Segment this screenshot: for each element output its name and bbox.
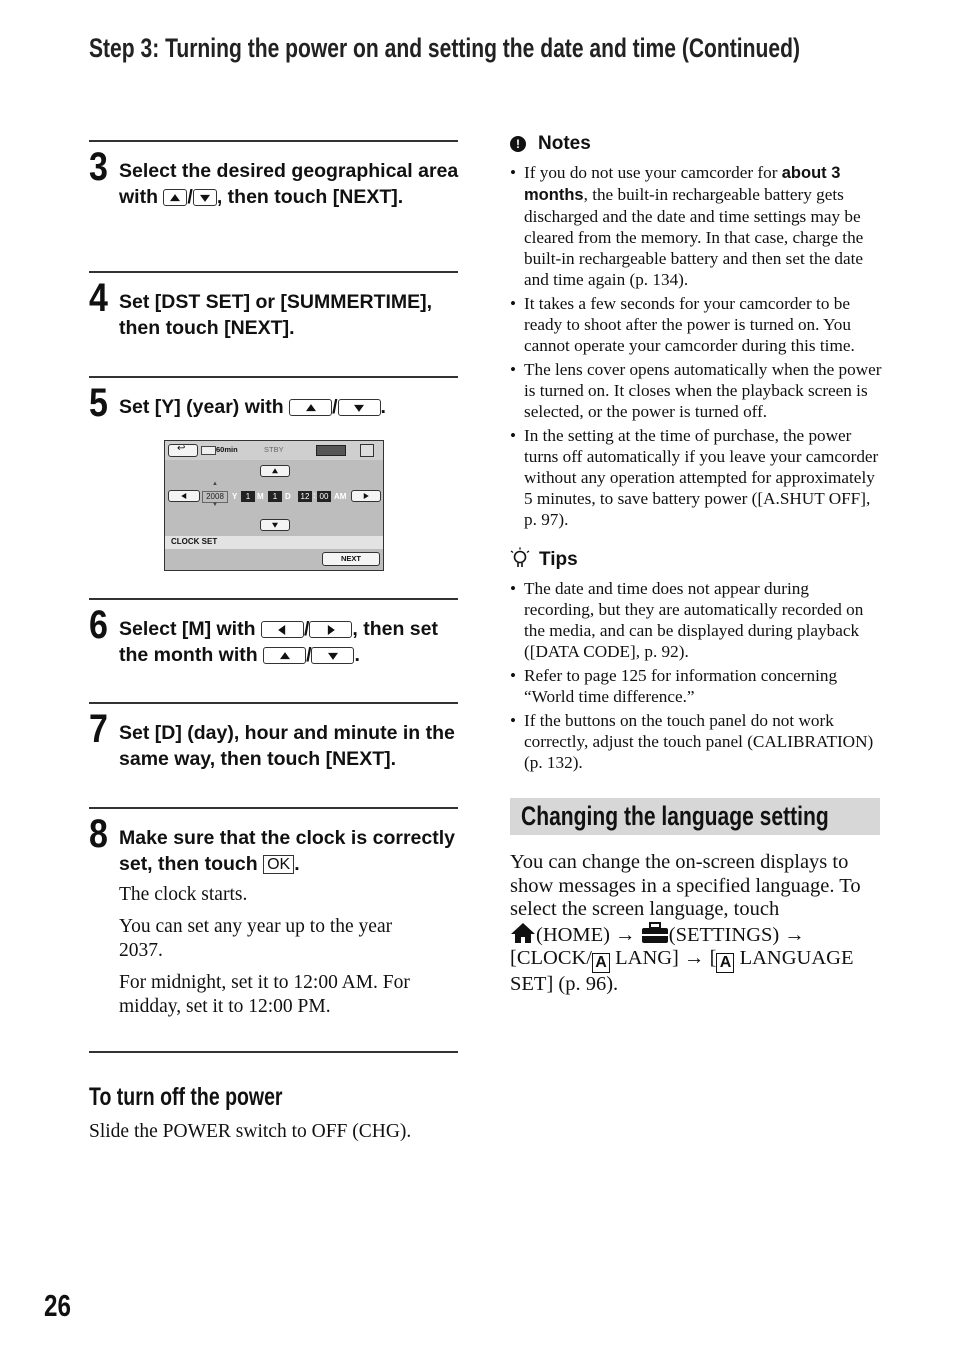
- tip-item: • The date and time does not appear during recording, but they are automatically recorded on the media, and can be displayed during playback ([DATA CODE], p. 92).: [510, 578, 882, 662]
- step-instruction: Set [Y] (year) with / .: [119, 396, 386, 418]
- right-button-icon: [309, 621, 352, 638]
- label-bar: [165, 536, 383, 549]
- left-button[interactable]: [168, 490, 200, 502]
- language-paragraph: You can change the on-screen displays to show messages in a specified language. To select the screen language, touch (HOME) → (SETTINGS) → [CLOCK/ A LANG] → [ A LANGUAGE SET] (p. 96).: [510, 851, 861, 995]
- status-text: STBY: [264, 445, 284, 454]
- screen-label: CLOCK SET: [171, 537, 218, 546]
- divider: [89, 1051, 458, 1053]
- recording-mode-icon: [316, 445, 346, 456]
- language-a-icon: A: [592, 953, 610, 973]
- year-up-indicator: ▲: [212, 481, 218, 487]
- divider: [89, 271, 458, 273]
- language-heading: Changing the language setting: [521, 801, 829, 831]
- notes-heading: Notes: [538, 133, 591, 154]
- up-button-icon: [289, 399, 332, 416]
- value-up-button[interactable]: [260, 465, 290, 477]
- battery-icon: [201, 446, 216, 455]
- page-title: Step 3: Turning the power on and setting the date and time (Continued): [89, 33, 800, 63]
- lightbulb-icon: [510, 547, 530, 569]
- tips-list: [510, 578, 882, 776]
- year-field[interactable]: 2008: [202, 491, 228, 503]
- step-number: 4: [89, 276, 108, 320]
- note-item: • In the setting at the time of purchase, the power turns off automatically if you leave your camcorder without any operation attempted for approximately 5 minutes, to save battery power ([A.SHUT OFF], p. 97).: [510, 425, 882, 530]
- page-number: 26: [44, 1288, 71, 1323]
- month-field[interactable]: 1: [241, 491, 255, 502]
- divider: [89, 376, 458, 378]
- step-8-para-2: You can set any year up to the year 2037.: [119, 916, 393, 961]
- year-label: Y: [232, 492, 238, 501]
- step-number: 8: [89, 812, 108, 856]
- up-button-icon: [263, 647, 306, 664]
- divider: [89, 807, 458, 809]
- language-section-band: [510, 798, 880, 835]
- battery-remaining: 60min: [216, 445, 238, 454]
- divider: [89, 140, 458, 142]
- divider: [89, 702, 458, 704]
- day-field[interactable]: 1: [268, 491, 282, 502]
- year-down-indicator: ▼: [212, 502, 218, 508]
- step-number: 6: [89, 603, 108, 647]
- step-8-para-3: For midnight, set it to 12:00 AM. For midday, set it to 12:00 PM.: [119, 972, 410, 1017]
- note-item: • The lens cover opens automatically when the power is turned on. It closes when the playback screen is selected, or the power is turned off.: [510, 359, 882, 422]
- minute-field[interactable]: 00: [317, 491, 331, 502]
- settings-toolbox-icon: [641, 922, 669, 944]
- back-button[interactable]: [168, 444, 198, 457]
- ampm-label: AM: [334, 492, 347, 501]
- day-label: D: [285, 492, 291, 501]
- left-button-icon: [261, 621, 304, 638]
- tip-item: • If the buttons on the touch panel do not work correctly, adjust the touch panel (CALIBRATION) (p. 132).: [510, 710, 882, 773]
- step-8-para-1: The clock starts.: [119, 884, 248, 905]
- language-a-icon: A: [716, 953, 734, 973]
- notes-list: [510, 162, 882, 533]
- turn-off-text: Slide the POWER switch to OFF (CHG).: [89, 1121, 412, 1142]
- down-button-icon: [193, 189, 217, 206]
- clock-set-screen: ↩ 60min STBY ▲ 2008 ▼ Y 1 M 1 D 12 : 00 AM CLOCK SET NEXT: [164, 440, 384, 571]
- tips-heading: Tips: [539, 549, 578, 570]
- tip-item: • Refer to page 125 for information concerning “World time difference.”: [510, 665, 882, 707]
- step-instruction: Make sure that the clock is correctly set, then touch OK .: [119, 827, 455, 875]
- month-label: M: [257, 492, 264, 501]
- ok-button-icon: OK: [263, 855, 294, 874]
- step-instruction: Set [DST SET] or [SUMMERTIME], then touch [NEXT].: [119, 291, 433, 339]
- home-icon: [510, 922, 536, 944]
- note-item: • If you do not use your camcorder for about 3 months, the built-in rechargeable battery gets discharged and the date and time settings may be cleared from the memory. In that case, charge the built-in rechargeable battery and then set the date and time again (p. 134).: [510, 162, 882, 290]
- step-number: 5: [89, 381, 108, 425]
- next-button[interactable]: NEXT: [322, 552, 380, 566]
- tips-header: [510, 547, 578, 571]
- right-button[interactable]: [351, 490, 381, 502]
- step-instruction: Set [D] (day), hour and minute in the same way, then touch [NEXT].: [119, 722, 455, 770]
- hour-field[interactable]: 12: [298, 491, 312, 502]
- value-down-button[interactable]: [260, 519, 290, 531]
- notes-icon: !: [510, 136, 526, 152]
- note-item: • It takes a few seconds for your camcorder to be ready to shoot after the power is turned on. You cannot operate your camcorder during this time.: [510, 293, 882, 356]
- step-instruction: Select [M] with / , then set the month with / .: [119, 618, 438, 666]
- step-number: 7: [89, 707, 108, 751]
- up-button-icon: [163, 189, 187, 206]
- step-number: 3: [89, 145, 108, 189]
- divider: [89, 598, 458, 600]
- notes-header: [510, 133, 591, 155]
- down-button-icon: [338, 399, 381, 416]
- turn-off-heading: To turn off the power: [89, 1083, 283, 1111]
- media-icon: [360, 444, 374, 457]
- step-instruction: Select the desired geographical area with / , then touch [NEXT].: [119, 160, 459, 208]
- down-button-icon: [311, 647, 354, 664]
- return-icon: ↩: [177, 443, 186, 454]
